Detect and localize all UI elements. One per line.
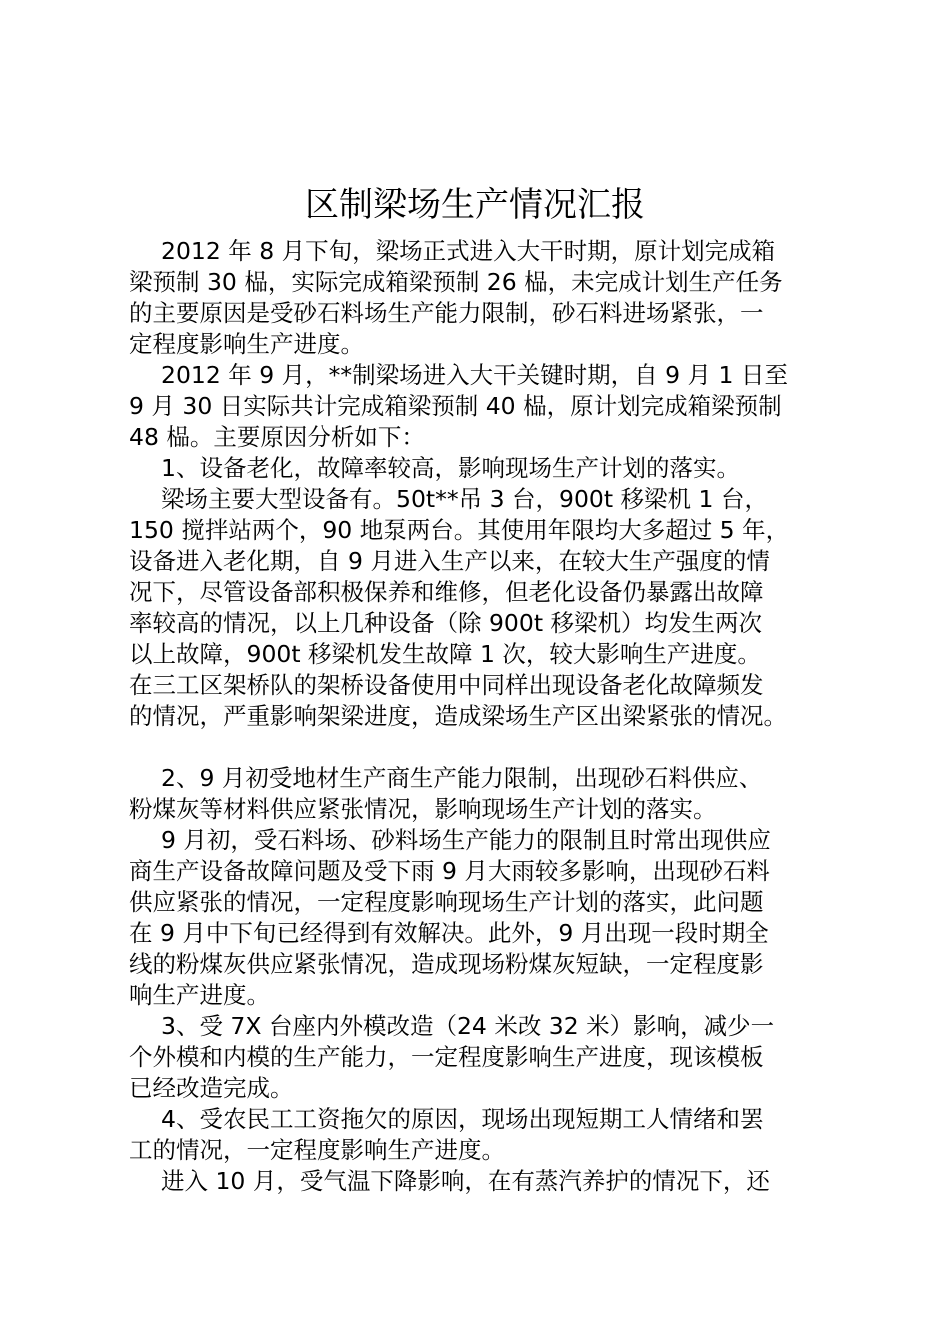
text-line: 已经改造完成。: [129, 1074, 294, 1102]
text-line: 以上故障，900t 移梁机发生故障 1 次，较大影响生产进度。: [129, 640, 761, 668]
text-line: 粉煤灰等材料供应紧张情况，影响现场生产计划的落实。: [129, 795, 717, 823]
text-line: 1、设备老化，故障率较高，影响现场生产计划的落实。: [161, 454, 740, 482]
text-line: 9 月 30 日实际共计完成箱梁预制 40 榀，原计划完成箱梁预制: [129, 392, 782, 420]
document-title: 区制梁场生产情况汇报: [305, 185, 645, 225]
text-line: 2012 年 8 月下旬，梁场正式进入大干时期，原计划完成箱: [161, 237, 776, 265]
text-line: 商生产设备故障问题及受下雨 9 月大雨较多影响，出现砂石料: [129, 857, 770, 885]
text-line: 2012 年 9 月，**制梁场进入大干关键时期，自 9 月 1 日至: [161, 361, 788, 389]
text-line: 定程度影响生产进度。: [129, 330, 364, 358]
text-line: 工的情况，一定程度影响生产进度。: [129, 1136, 505, 1164]
text-line: 梁预制 30 榀，实际完成箱梁预制 26 榀，未完成计划生产任务: [129, 268, 783, 296]
text-line: 9 月初，受石料场、砂料场生产能力的限制且时常出现供应: [161, 826, 771, 854]
text-line: 在三工区架桥队的架桥设备使用中同样出现设备老化故障频发: [129, 671, 764, 699]
text-line: 的主要原因是受砂石料场生产能力限制，砂石料进场紧张，一: [129, 299, 764, 327]
text-line: 率较高的情况，以上几种设备（除 900t 移梁机）均发生两次: [129, 609, 763, 637]
text-line: 响生产进度。: [129, 981, 270, 1009]
text-line: 2、9 月初受地材生产商生产能力限制，出现砂石料供应、: [161, 764, 763, 792]
text-line: 150 搅拌站两个，90 地泵两台。其使用年限均大多超过 5 年，: [129, 516, 790, 544]
text-line: 况下，尽管设备部积极保养和维修，但老化设备仍暴露出故障: [129, 578, 764, 606]
text-line: 线的粉煤灰供应紧张情况，造成现场粉煤灰短缺，一定程度影: [129, 950, 764, 978]
text-line: 梁场主要大型设备有。50t**吊 3 台，900t 移梁机 1 台，: [161, 485, 768, 513]
text-line: 3、受 7X 台座内外模改造（24 米改 32 米）影响，减少一: [161, 1012, 775, 1040]
text-line: 进入 10 月，受气温下降影响，在有蒸汽养护的情况下，还: [161, 1167, 770, 1195]
text-line: 在 9 月中下旬已经得到有效解决。此外，9 月出现一段时期全: [129, 919, 769, 947]
text-line: 的情况，严重影响架梁进度，造成梁场生产区出梁紧张的情况。: [129, 702, 787, 730]
text-line: 48 榀。主要原因分析如下：: [129, 423, 425, 451]
text-line: 设备进入老化期，自 9 月进入生产以来，在较大生产强度的情: [129, 547, 770, 575]
text-line: 个外模和内模的生产能力，一定程度影响生产进度，现该模板: [129, 1043, 764, 1071]
text-line: 4、受农民工工资拖欠的原因，现场出现短期工人情绪和罢: [161, 1105, 764, 1133]
text-line: 供应紧张的情况，一定程度影响现场生产计划的落实，此问题: [129, 888, 764, 916]
